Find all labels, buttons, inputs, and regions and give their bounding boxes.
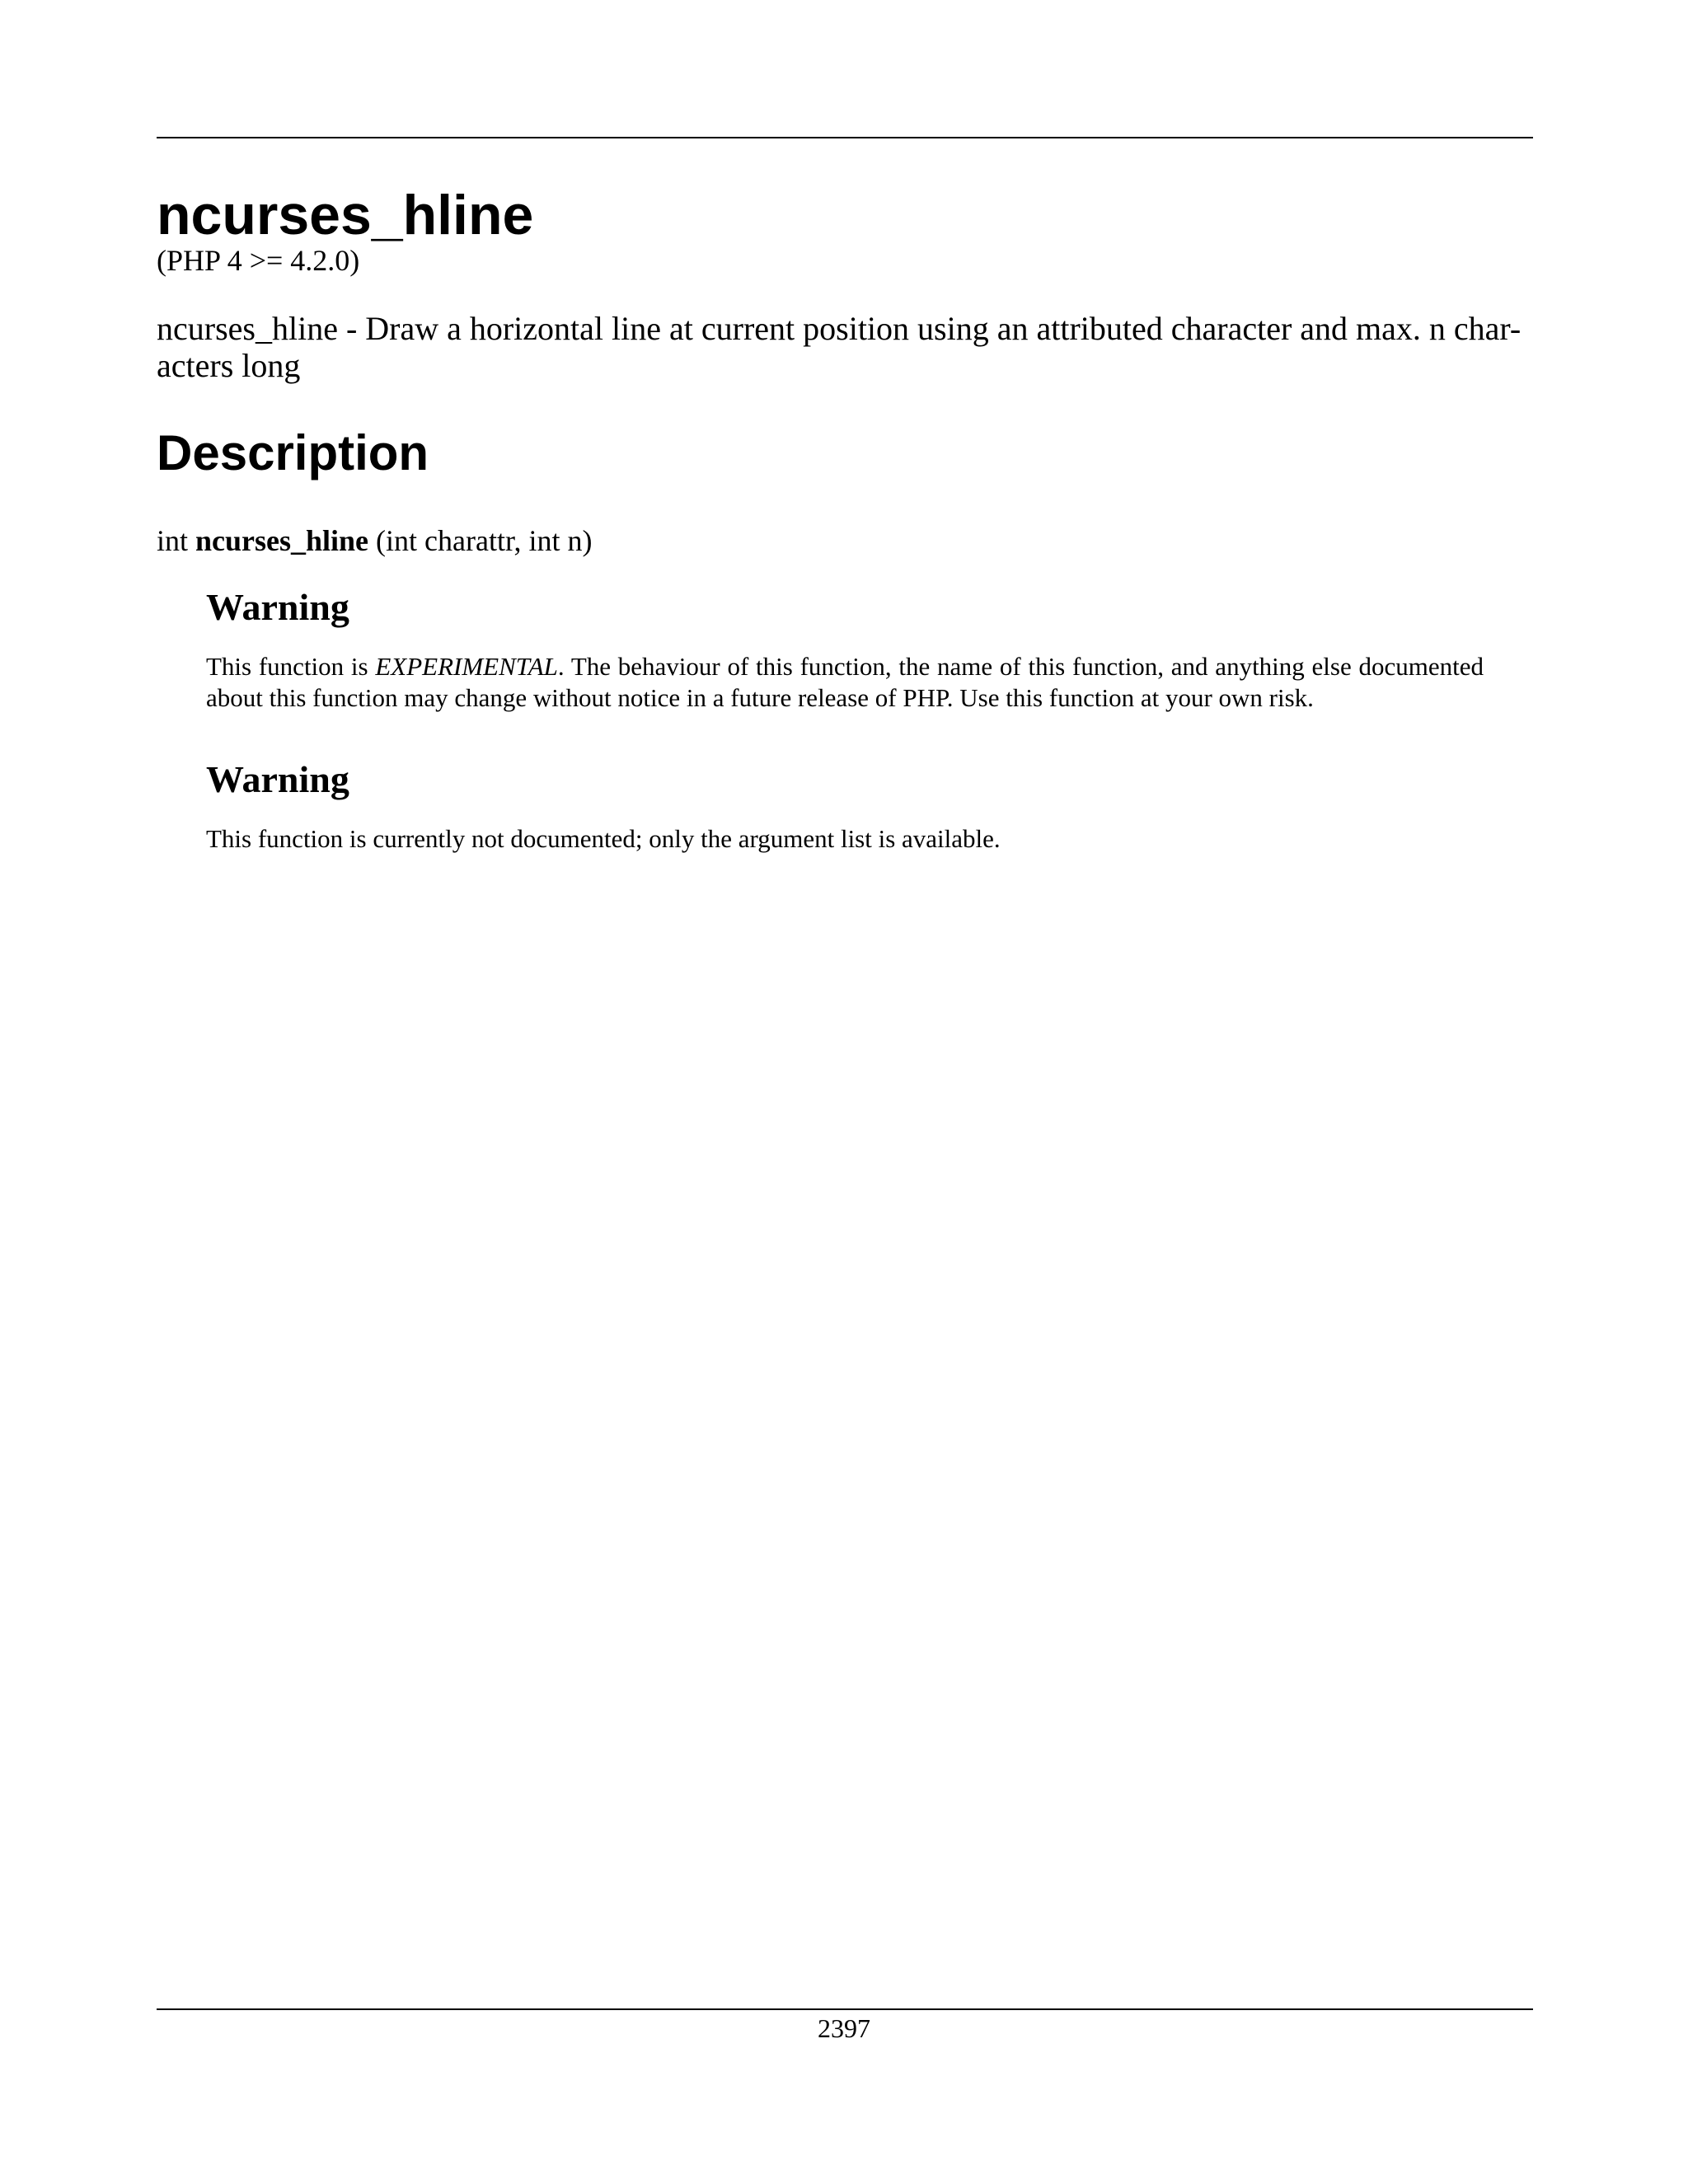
warning-text-before: This function is bbox=[206, 652, 376, 682]
experimental-warning bbox=[206, 587, 1484, 713]
synopsis-params: (int charattr, int n) bbox=[376, 523, 593, 557]
version-info: (PHP 4 >= 4.2.0) bbox=[157, 244, 360, 278]
synopsis-function-name: ncurses_hline bbox=[195, 523, 369, 557]
warning-title: Warning bbox=[206, 585, 349, 628]
warning-text-after: . The behaviour of this function, the name of this function, and anything else documented about this function may change without notice in a future release of PHP. Use this function at your own risk. bbox=[206, 652, 1484, 712]
synopsis-return-type: int bbox=[157, 523, 189, 557]
function-synopsis bbox=[157, 523, 1533, 559]
description-heading: Description bbox=[157, 424, 429, 480]
warning-title: Warning bbox=[206, 757, 349, 800]
undocumented-warning bbox=[206, 759, 1484, 855]
page-content bbox=[157, 186, 1533, 855]
function-purpose: ncurses_hline - Draw a horizontal line at current position using an attributed character and max. n char- acters long bbox=[157, 309, 1522, 384]
page-number: 2397 bbox=[818, 2013, 870, 2043]
function-title: ncurses_hline bbox=[157, 184, 534, 246]
warning-text: This function is currently not documented; only the argument list is available. bbox=[206, 824, 1001, 854]
warning-emphasis: EXPERIMENTAL bbox=[375, 652, 558, 682]
footer-rule bbox=[157, 2008, 1533, 2010]
warning-text bbox=[206, 651, 1484, 712]
header-rule bbox=[157, 137, 1533, 138]
